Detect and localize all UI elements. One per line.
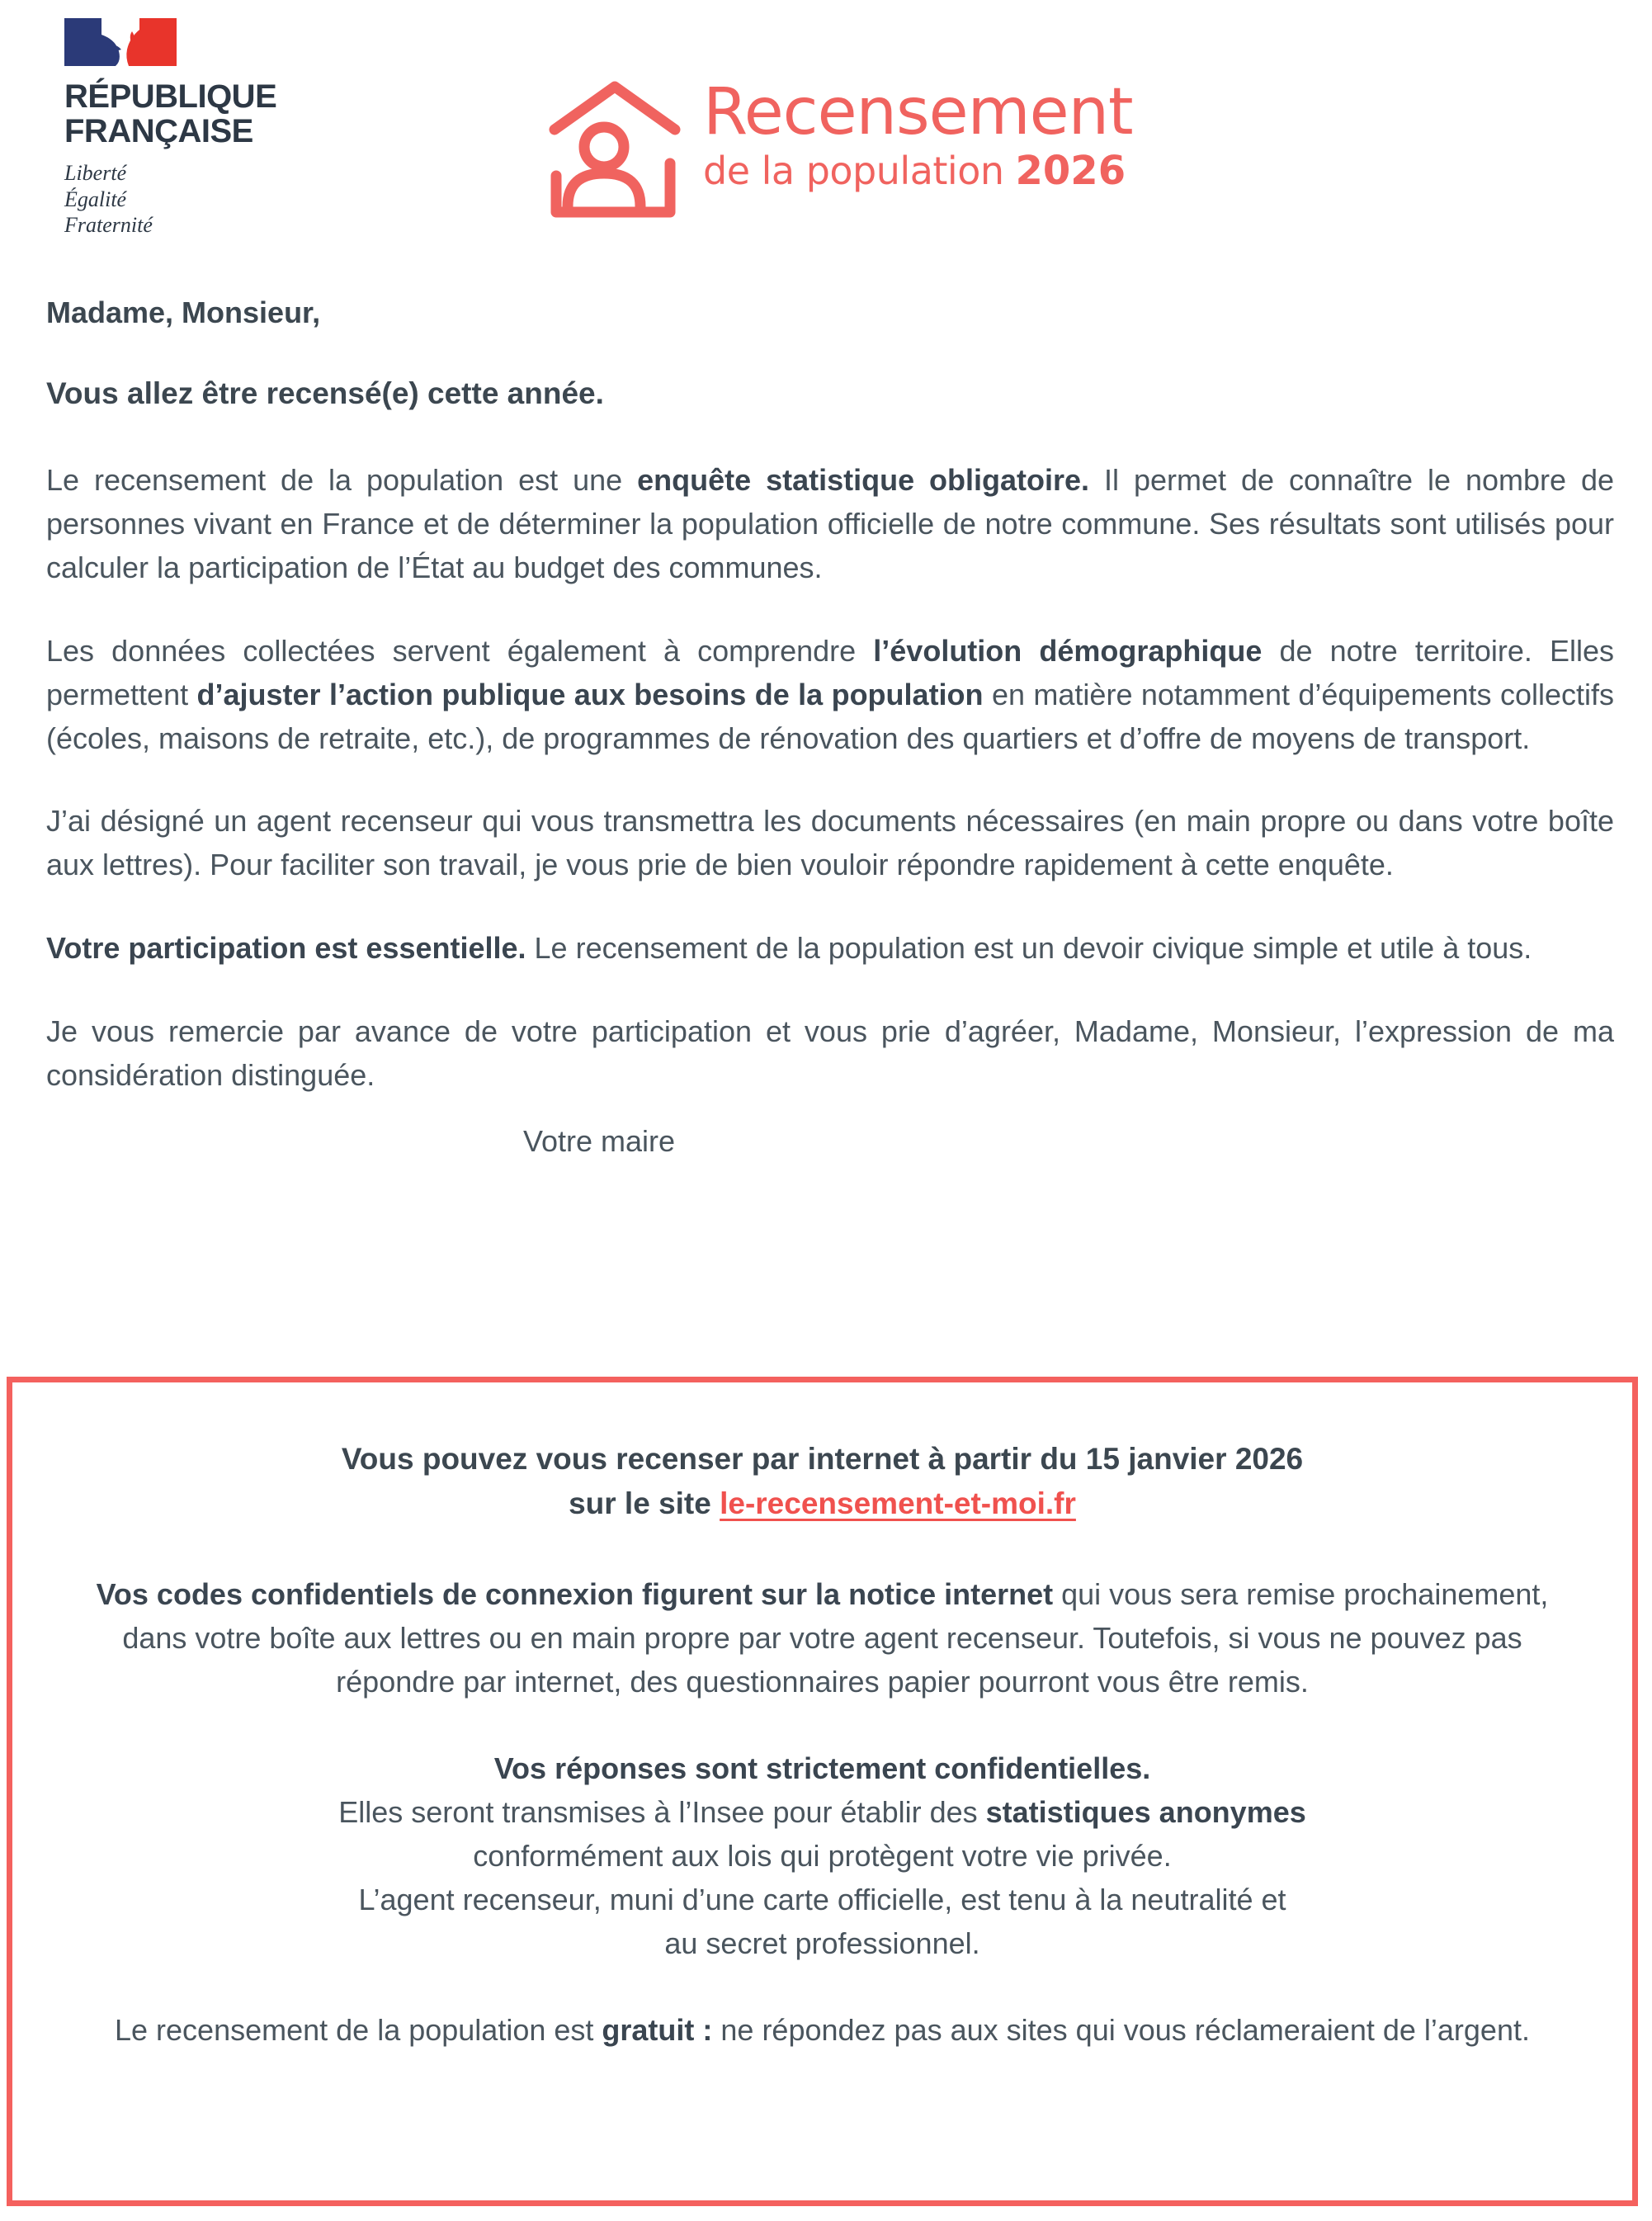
internet-callout-box — [7, 1377, 1638, 2206]
cta-prefix: sur le site — [569, 1486, 720, 1520]
house-with-person-icon — [545, 78, 685, 220]
confidential-heading: Vos réponses sont strictement confidentielles. — [493, 1751, 1151, 1785]
confidential-line2: conformément aux lois qui protègent votre vie privée. — [473, 1838, 1172, 1873]
republic-name-line1: RÉPUBLIQUE — [64, 78, 277, 115]
confidential-line1-bold: statistiques anonymes — [985, 1794, 1306, 1829]
p1-after: Il permet de connaître le nombre de personnes vivant en France et de déterminer la population officielle de notre commune. Ses résultats sont utilisés pour calculer la participation de l’État au budget des communes. — [46, 463, 1615, 584]
free-bold: gratuit : — [602, 2012, 713, 2047]
motto-liberte: Liberté — [64, 161, 127, 185]
p2-bold2: d’ajuster l’action publique aux besoins de la population — [196, 677, 984, 711]
paragraph-confidential-codes — [62, 1573, 1583, 1704]
document-header — [0, 0, 1652, 272]
motto-egalite: Égalité — [64, 187, 127, 211]
recensement-title: Recensement — [703, 75, 1133, 149]
paragraph-obligatory-survey — [46, 459, 1614, 590]
recensement-year: 2026 — [1015, 148, 1126, 195]
p2-bold1: l’évolution démographique — [873, 633, 1263, 668]
republic-name-line2: FRANÇAISE — [64, 113, 253, 149]
paragraph-demographic-evolution — [46, 630, 1614, 761]
signature-line: Votre maire — [522, 1123, 676, 1158]
p4-after: Le recensement de la population est un devoir civique simple et utile à tous. — [526, 931, 1532, 966]
codes-bold: Vos codes confidentiels de connexion figurent sur la notice internet — [96, 1577, 1054, 1612]
republic-motto — [64, 160, 337, 239]
paragraph-closing: Je vous remercie par avance de votre participation et vous prie d’agréer, Madame, Monsieur, l’expression de ma considération distinguée. — [46, 1014, 1614, 1093]
republique-francaise-block — [64, 18, 337, 239]
free-before: Le recensement de la population est — [115, 2012, 602, 2047]
p2-middle: de notre territoire. Elles permettent — [46, 633, 1614, 711]
cta-line-1: Vous pouvez vous recenser par internet à partir du 15 janvier 2026 — [341, 1442, 1304, 1476]
recensement-subtitle-row — [703, 148, 1133, 194]
recensement-subtitle: de la population — [703, 149, 1004, 194]
paragraph-confidentiality — [62, 1747, 1583, 1966]
confidential-line3: L’agent recenseur, muni d’une carte officielle, est tenu à la neutralité et — [358, 1882, 1286, 1916]
recensement-wordmark — [703, 75, 1133, 195]
letter-body — [46, 295, 1614, 1159]
confidential-line4: au secret professionnel. — [664, 1926, 980, 1960]
motto-fraternite: Fraternité — [64, 213, 153, 238]
confidential-line1-before: Elles seront transmises à l’Insee pour établir des — [338, 1794, 986, 1829]
recensement-logo — [545, 75, 1133, 220]
p1-before: Le recensement de la population est une — [46, 463, 638, 497]
cta-line-2 — [62, 1481, 1583, 1526]
lead-statement: Vous allez être recensé(e) cette année. — [46, 376, 604, 410]
paragraph-free-service — [62, 2009, 1583, 2053]
republic-name — [64, 79, 337, 149]
salutation: Madame, Monsieur, — [46, 295, 321, 329]
census-website-link[interactable]: le-recensement-et-moi.fr — [720, 1486, 1076, 1520]
p2-after: en matière notamment d’équipements collectifs (écoles, maisons de retraite, etc.), de programmes de rénovation des quartiers et d’offre de moyens de transport. — [46, 677, 1615, 755]
codes-after: qui vous sera remise prochainement, dans votre boîte aux lettres ou en main propre par votre agent recenseur. Toutefois, si vous ne pouvez pas répondre par internet, des questionnaires papier pourront vous être remis. — [122, 1577, 1549, 1699]
p4-bold: Votre participation est essentielle. — [46, 931, 526, 966]
free-after: ne répondez pas aux sites qui vous réclameraient de l’argent. — [712, 2012, 1530, 2047]
paragraph-participation-essential — [46, 927, 1614, 971]
paragraph-agent-recenseur: J’ai désigné un agent recenseur qui vous transmettra les documents nécessaires (en main propre ou dans votre boîte aux lettres). Pour faciliter son travail, je vous prie de bien vouloir répondre rapidement à cette enquête. — [46, 804, 1614, 882]
french-flag-marianne-icon — [64, 18, 177, 66]
p2-before: Les données collectées servent également à comprendre — [46, 633, 874, 668]
p1-bold: enquête statistique obligatoire. — [637, 463, 1090, 497]
